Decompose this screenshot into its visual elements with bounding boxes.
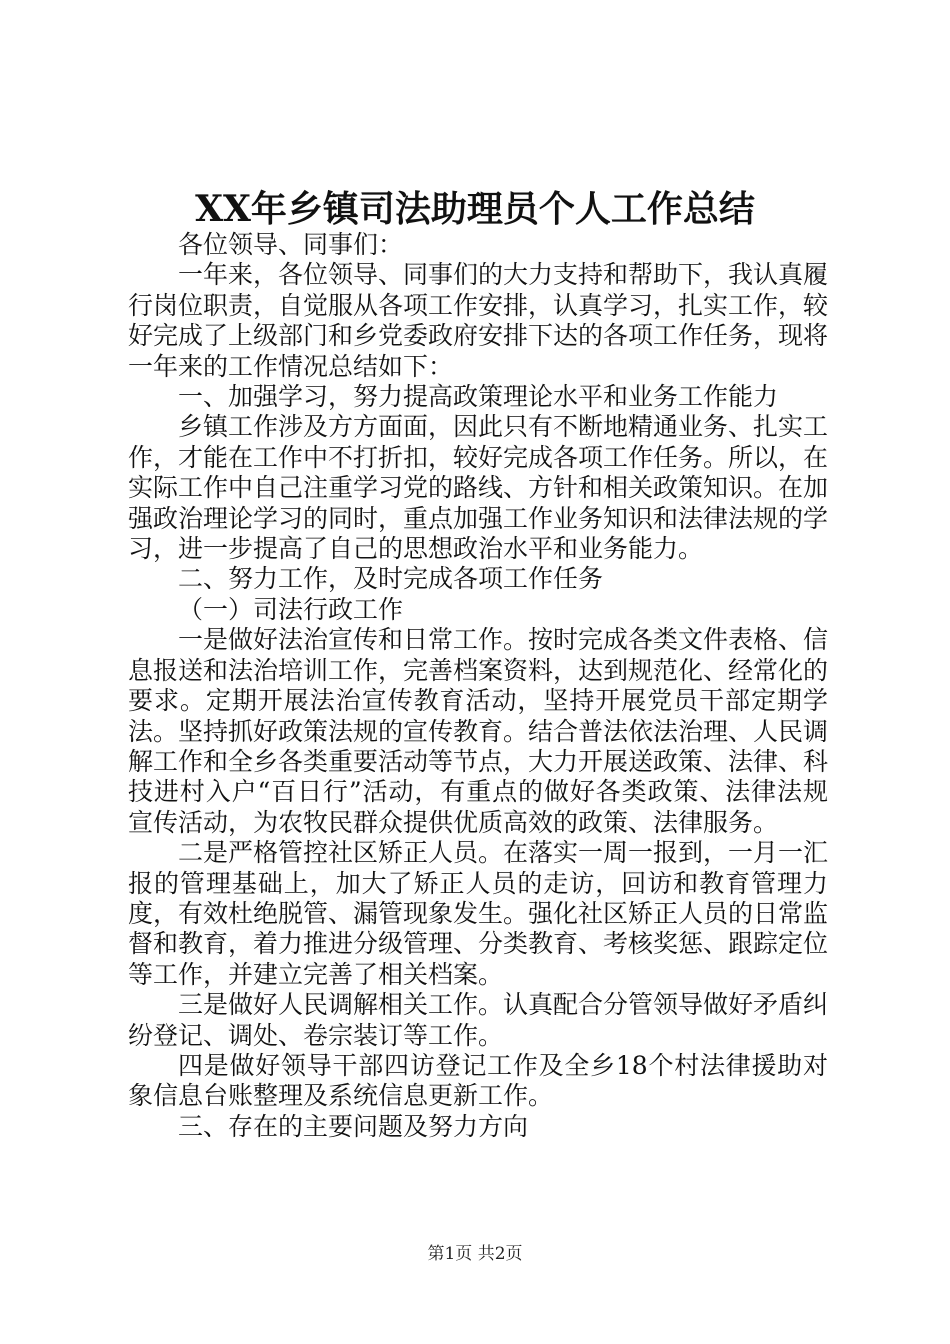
- section-heading-2: 二、努力工作，及时完成各项工作任务: [178, 564, 604, 594]
- page-footer: 第1页 共2页: [427, 1244, 523, 1264]
- section-heading-3: 三、存在的主要问题及努力方向: [178, 1111, 529, 1141]
- item-3-paragraph: 三是做好人民调解相关工作。认真配合分管领导做好矛盾纠纷登记、调处、卷宗装订等工作。: [128, 990, 829, 1050]
- document-body: [128, 230, 828, 1142]
- section-heading-1: 一、加强学习，努力提高政策理论水平和业务工作能力: [178, 382, 779, 412]
- subsection-heading-1: （一）司法行政工作: [178, 594, 404, 624]
- document-title: XX年乡镇司法助理员个人工作总结: [195, 188, 755, 230]
- item-4-paragraph: 四是做好领导干部四访登记工作及全乡18个村法律援助对象信息台账整理及系统信息更新工作。: [128, 1050, 828, 1111]
- section-1-paragraph: 乡镇工作涉及方方面面，因此只有不断地精通业务、扎实工作，才能在工作中不打折扣，较好完成各项工作任务。所以，在实际工作中自己注重学习党的路线、方针和相关政策知识。在加强政治理论学习的同时，重点加强工作业务知识和法律法规的学习，进一步提高了自己的思想政治水平和业务能力。: [128, 412, 829, 564]
- intro-paragraph: 一年来，各位领导、同事们的大力支持和帮助下，我认真履行岗位职责，自觉服从各项工作安排，认真学习，扎实工作，较好完成了上级部门和乡党委政府安排下达的各项工作任务，现将一年来的工作情况总结如下：: [128, 260, 829, 381]
- item-1-paragraph: 一是做好法治宣传和日常工作。按时完成各类文件表格、信息报送和法治培训工作，完善档案资料，达到规范化、经常化的要求。定期开展法治宣传教育活动，坚持开展党员干部定期学法。坚持抓好政策法规的宣传教育。结合普法依法治理、人民调解工作和全乡各类重要活动等节点，大力开展送政策、法律、科技进村入户“百日行”活动，有重点的做好各类政策、法律法规宣传活动，为农牧民群众提供优质高效的政策、法律服务。: [128, 625, 829, 837]
- greeting-paragraph: 各位领导、同事们：: [178, 230, 404, 259]
- item-2-paragraph: 二是严格管控社区矫正人员。在落实一周一报到，一月一汇报的管理基础上，加大了矫正人员的走访，回访和教育管理力度，有效杜绝脱管、漏管现象发生。强化社区矫正人员的日常监督和教育，着力推进分级管理、分类教育、考核奖惩、跟踪定位等工作，并建立完善了相关档案。: [128, 838, 829, 989]
